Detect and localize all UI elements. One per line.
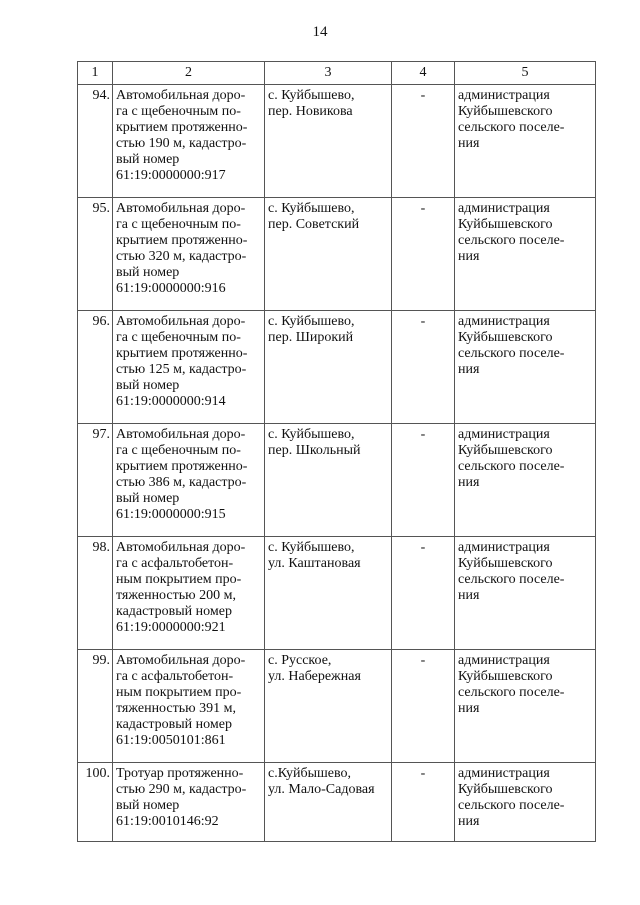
object-description: Автомобильная доро- га с щебеночным по- крытием протяженно- стью 386 м, кадастро- вый номер 61:19:0000000:915 <box>113 424 265 537</box>
object-owner: администрация Куйбышевского сельского поселе- ния <box>455 85 596 198</box>
object-address: с. Куйбышево, ул. Каштановая <box>265 537 392 650</box>
header-row <box>78 62 596 85</box>
table-row <box>78 311 596 424</box>
header-col-4: 4 <box>392 62 455 85</box>
header-col-5: 5 <box>455 62 596 85</box>
page-number: 14 <box>312 24 328 40</box>
table-row <box>78 424 596 537</box>
table-row <box>78 650 596 763</box>
object-owner: администрация Куйбышевского сельского поселе- ния <box>455 198 596 311</box>
object-description: Тротуар протяженно- стью 290 м, кадастро- вый номер 61:19:0010146:92 <box>113 763 265 842</box>
object-address: с. Русское, ул. Набережная <box>265 650 392 763</box>
object-owner: администрация Куйбышевского сельского поселе- ния <box>455 537 596 650</box>
row-number: 100. <box>78 763 113 842</box>
column-4-value: - <box>392 650 455 763</box>
object-description: Автомобильная доро- га с щебеночным по- крытием протяженно- стью 125 м, кадастро- вый номер 61:19:0000000:914 <box>113 311 265 424</box>
table-row <box>78 537 596 650</box>
object-address: с.Куйбышево, ул. Мало-Садовая <box>265 763 392 842</box>
row-number: 94. <box>78 85 113 198</box>
row-number: 95. <box>78 198 113 311</box>
object-owner: администрация Куйбышевского сельского поселе- ния <box>455 650 596 763</box>
header-col-1: 1 <box>78 62 113 85</box>
table-row <box>78 763 596 842</box>
column-4-value: - <box>392 311 455 424</box>
row-number: 98. <box>78 537 113 650</box>
header-col-3: 3 <box>265 62 392 85</box>
object-description: Автомобильная доро- га с щебеночным по- крытием протяженно- стью 320 м, кадастро- вый номер 61:19:0000000:916 <box>113 198 265 311</box>
object-description: Автомобильная доро- га с асфальтобетон- ным покрытием про- тяженностью 200 м, кадастровый номер 61:19:0000000:921 <box>113 537 265 650</box>
registry-table <box>77 61 596 842</box>
row-number: 99. <box>78 650 113 763</box>
table-row <box>78 198 596 311</box>
object-address: с. Куйбышево, пер. Новикова <box>265 85 392 198</box>
column-4-value: - <box>392 85 455 198</box>
object-owner: администрация Куйбышевского сельского поселе- ния <box>455 763 596 842</box>
header-col-2: 2 <box>113 62 265 85</box>
row-number: 96. <box>78 311 113 424</box>
column-4-value: - <box>392 198 455 311</box>
column-4-value: - <box>392 424 455 537</box>
row-number: 97. <box>78 424 113 537</box>
object-description: Автомобильная доро- га с асфальтобетон- ным покрытием про- тяженностью 391 м, кадастровый номер 61:19:0050101:861 <box>113 650 265 763</box>
object-address: с. Куйбышево, пер. Советский <box>265 198 392 311</box>
column-4-value: - <box>392 537 455 650</box>
table-row <box>78 85 596 198</box>
column-4-value: - <box>392 763 455 842</box>
object-address: с. Куйбышево, пер. Школьный <box>265 424 392 537</box>
object-description: Автомобильная доро- га с щебеночным по- крытием протяженно- стью 190 м, кадастро- вый номер 61:19:0000000:917 <box>113 85 265 198</box>
object-owner: администрация Куйбышевского сельского поселе- ния <box>455 311 596 424</box>
object-owner: администрация Куйбышевского сельского поселе- ния <box>455 424 596 537</box>
object-address: с. Куйбышево, пер. Широкий <box>265 311 392 424</box>
